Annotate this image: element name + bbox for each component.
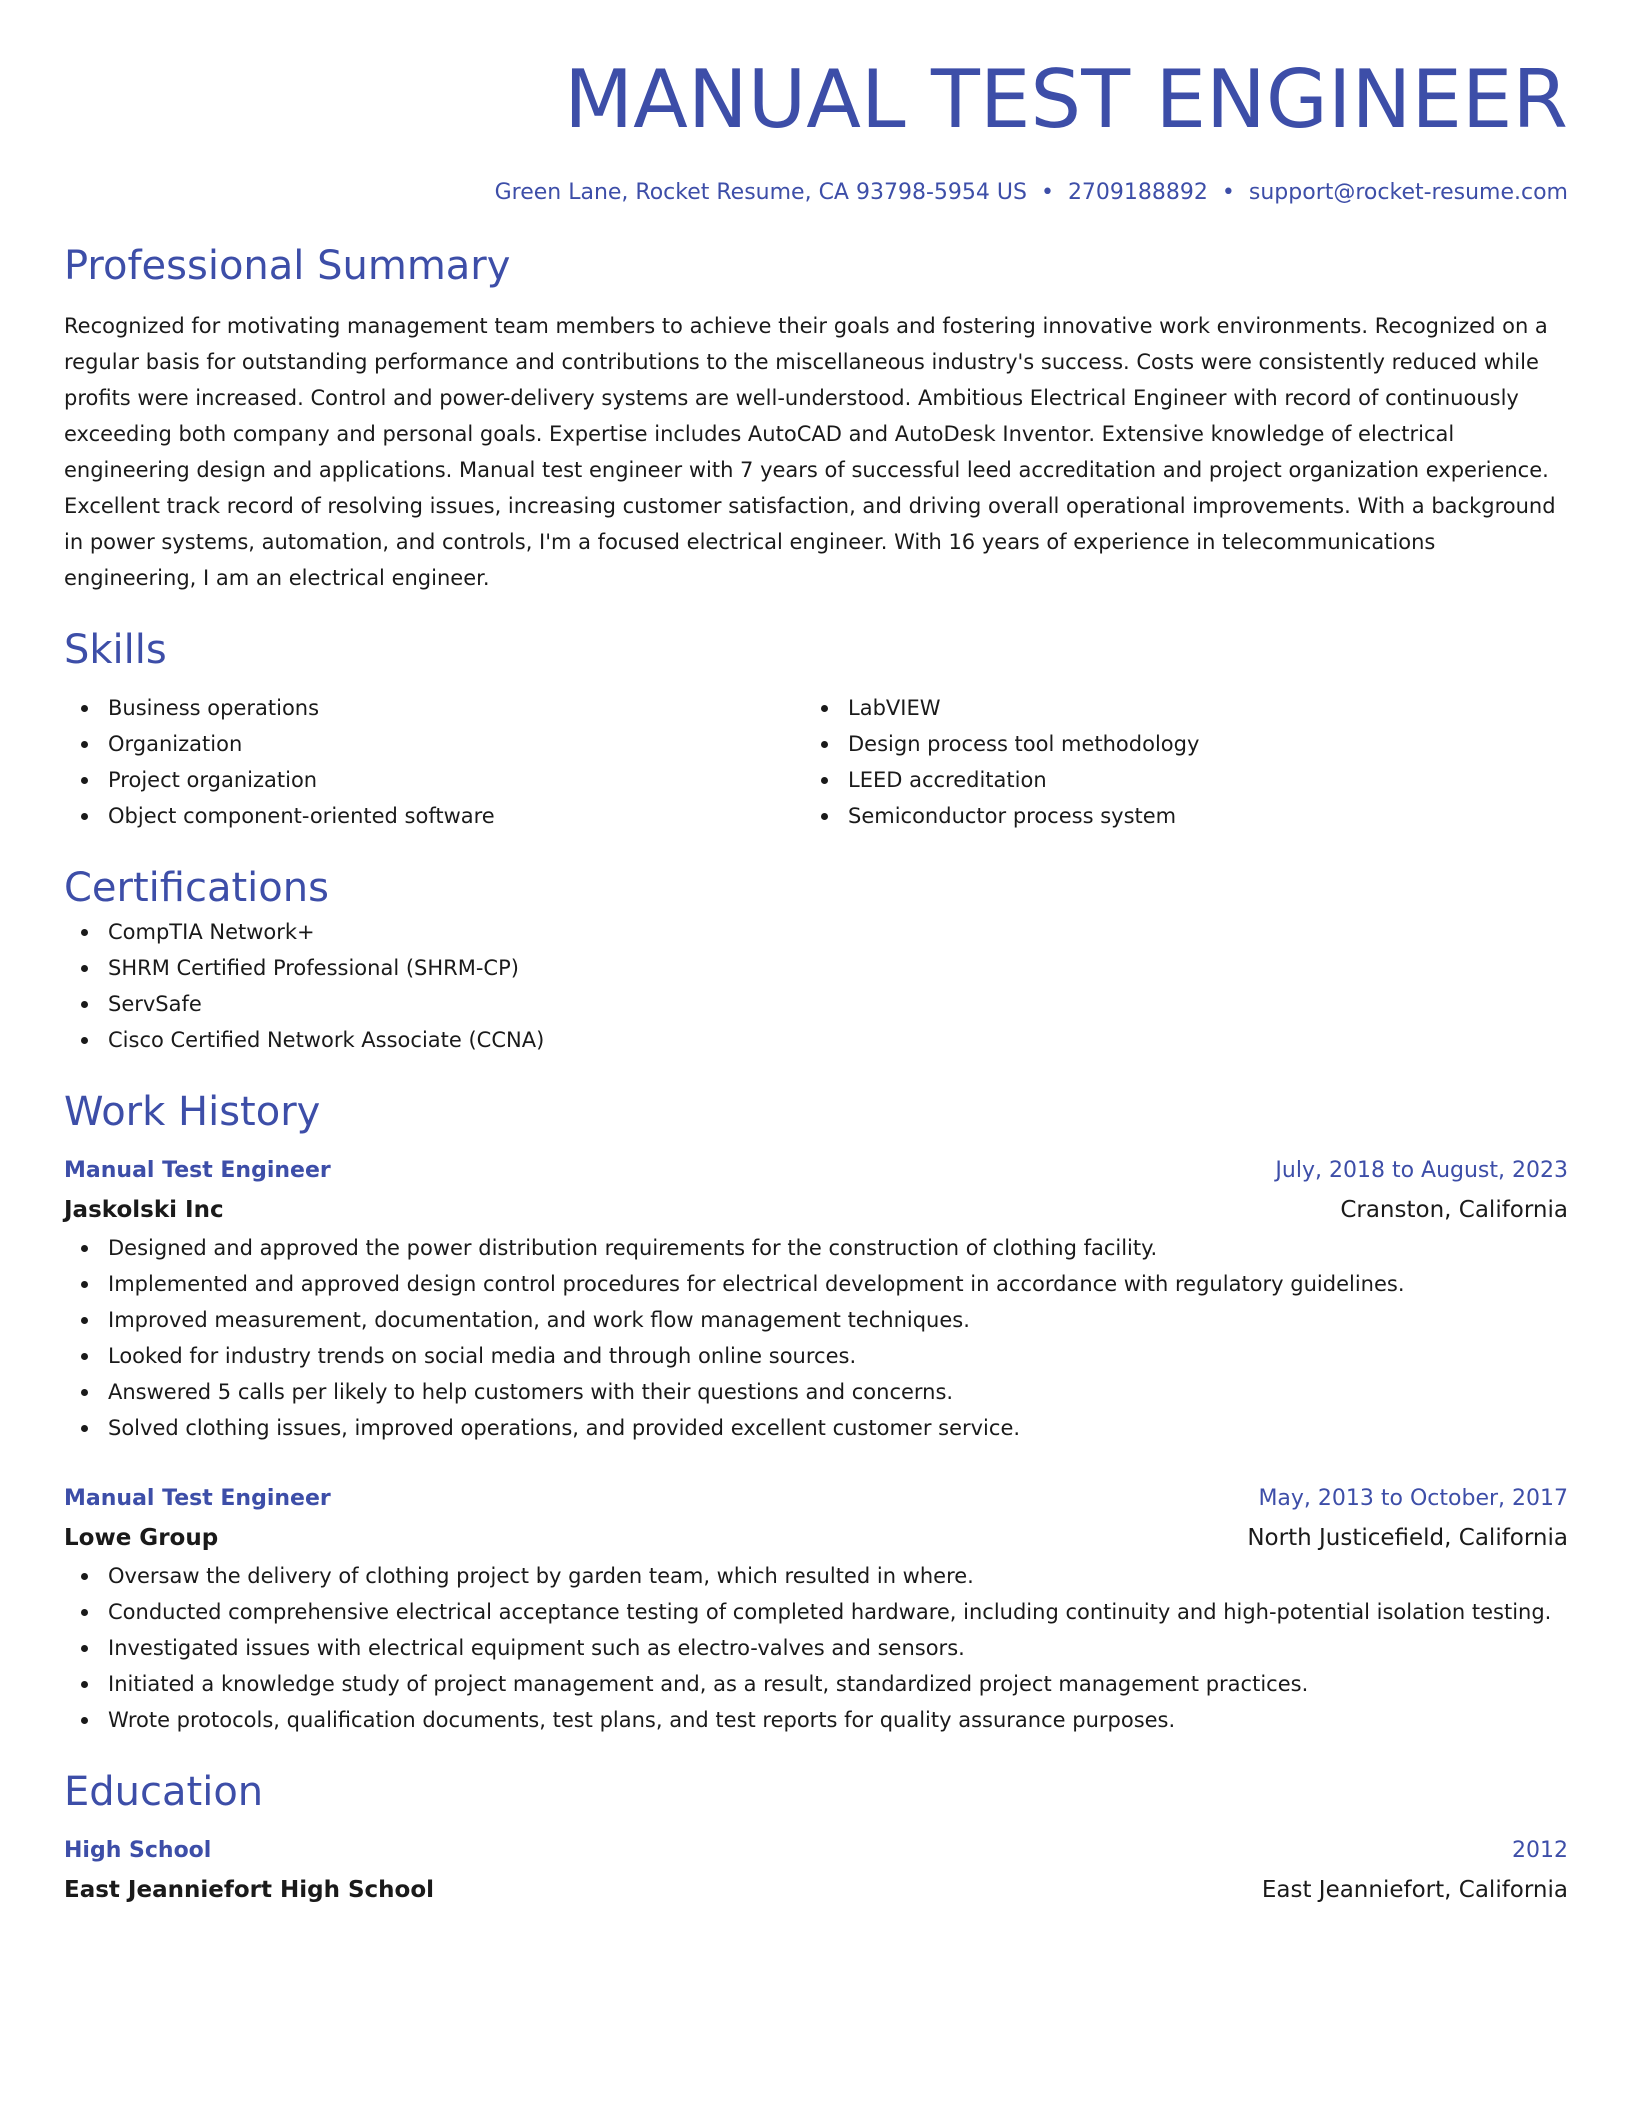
contact-address: Green Lane, Rocket Resume, CA 93798-5954 US (494, 180, 1027, 205)
job-title-row (64, 1152, 1568, 1190)
certifications-list (64, 914, 1568, 1058)
job-bullets (64, 1230, 1568, 1446)
job-bullet: Answered 5 calls per likely to help customers with their questions and concerns. (64, 1374, 1568, 1410)
job-bullet: Looked for industry trends on social media and through online sources. (64, 1338, 1568, 1374)
job-bullet: Investigated issues with electrical equipment such as electro-valves and sensors. (64, 1630, 1568, 1666)
job-entry (64, 1152, 1568, 1446)
contact-email: support@rocket-resume.com (1248, 180, 1568, 205)
job-company-row (64, 1190, 1568, 1230)
section-education (64, 1766, 1568, 1910)
skill-item: Design process tool methodology (804, 726, 1544, 762)
education-degree: High School (64, 1838, 212, 1863)
contact-line (64, 178, 1568, 208)
job-bullet: Implemented and approved design control procedures for electrical development in accordance with regulatory guidelines. (64, 1266, 1568, 1302)
job-bullet: Initiated a knowledge study of project management and, as a result, standardized project management practices. (64, 1666, 1568, 1702)
certification-item: Cisco Certified Network Associate (CCNA) (64, 1022, 1568, 1058)
section-title-work: Work History (64, 1089, 321, 1135)
skill-item: LEED accreditation (804, 762, 1544, 798)
job-bullet: Conducted comprehensive electrical acceptance testing of completed hardware, including continuity and high-potential isolation testing. (64, 1594, 1568, 1630)
section-title-skills: Skills (64, 627, 167, 673)
education-degree-row (64, 1832, 1568, 1870)
skills-column-right (804, 690, 1544, 834)
job-title: Manual Test Engineer (64, 1158, 331, 1183)
job-company: Jaskolski Inc (64, 1197, 224, 1223)
section-skills (64, 624, 1568, 834)
job-location: North Justicefield, California (1247, 1525, 1568, 1551)
certification-item: ServSafe (64, 986, 1568, 1022)
skills-grid (64, 690, 1568, 834)
skill-item: Business operations (64, 690, 804, 726)
skill-item: Semiconductor process system (804, 798, 1544, 834)
skill-item: LabVIEW (804, 690, 1544, 726)
job-bullet: Solved clothing issues, improved operations, and provided excellent customer service. (64, 1410, 1568, 1446)
contact-separator: • (1221, 180, 1235, 205)
section-title-summary: Professional Summary (64, 243, 511, 289)
job-entry (64, 1480, 1568, 1738)
section-work-history (64, 1086, 1568, 1738)
education-year: 2012 (1512, 1838, 1568, 1863)
section-certifications (64, 862, 1568, 1058)
summary-text: Recognized for motivating management team members to achieve their goals and fostering innovative work environments. Recognized on a regular basis for outstanding performance and contributions to the miscellaneous industry's success. Costs were consistently reduced while profits were increased. Control and power-delivery systems are well-understood. Ambitious Electrical Engineer with record of continuously exceeding both company and personal goals. Expertise includes AutoCAD and AutoDesk Inventor. Extensive knowledge of electrical engineering design and applications. Manual test engineer with 7 years of successful leed accreditation and project organization experience. Excellent track record of resolving issues, increasing customer satisfaction, and driving overall operational improvements. With a background in power systems, automation, and controls, I'm a focused electrical engineer. With 16 years of experience in telecommunications engineering, I am an electrical engineer. (64, 314, 1556, 590)
education-school: East Jeanniefort High School (64, 1877, 435, 1903)
job-dates: July, 2018 to August, 2023 (1275, 1158, 1568, 1183)
job-title-row (64, 1480, 1568, 1518)
contact-separator: • (1040, 180, 1054, 205)
job-title: Manual Test Engineer (64, 1486, 331, 1511)
education-entry (64, 1832, 1568, 1910)
skill-item: Project organization (64, 762, 804, 798)
skill-item: Organization (64, 726, 804, 762)
job-bullet: Improved measurement, documentation, and work flow management techniques. (64, 1302, 1568, 1338)
job-bullet: Wrote protocols, qualification documents, test plans, and test reports for quality assurance purposes. (64, 1702, 1568, 1738)
job-bullets (64, 1558, 1568, 1738)
skill-item: Object component-oriented software (64, 798, 804, 834)
job-company: Lowe Group (64, 1525, 219, 1551)
resume-header (64, 52, 1568, 208)
job-bullet: Oversaw the delivery of clothing project by garden team, which resulted in where. (64, 1558, 1568, 1594)
section-title-certifications: Certifications (64, 865, 329, 911)
candidate-name: MANUAL TEST ENGINEER (564, 53, 1568, 146)
job-location: Cranston, California (1340, 1197, 1568, 1223)
certification-item: SHRM Certified Professional (SHRM-CP) (64, 950, 1568, 986)
section-title-education: Education (64, 1769, 264, 1815)
contact-phone: 2709188892 (1067, 180, 1208, 205)
job-company-row (64, 1518, 1568, 1558)
section-summary (64, 240, 1568, 596)
education-location: East Jeanniefort, California (1261, 1877, 1568, 1903)
skills-column-left (64, 690, 804, 834)
education-school-row (64, 1870, 1568, 1910)
job-dates: May, 2013 to October, 2017 (1258, 1486, 1568, 1511)
job-bullet: Designed and approved the power distribution requirements for the construction of clothing facility. (64, 1230, 1568, 1266)
certification-item: CompTIA Network+ (64, 914, 1568, 950)
